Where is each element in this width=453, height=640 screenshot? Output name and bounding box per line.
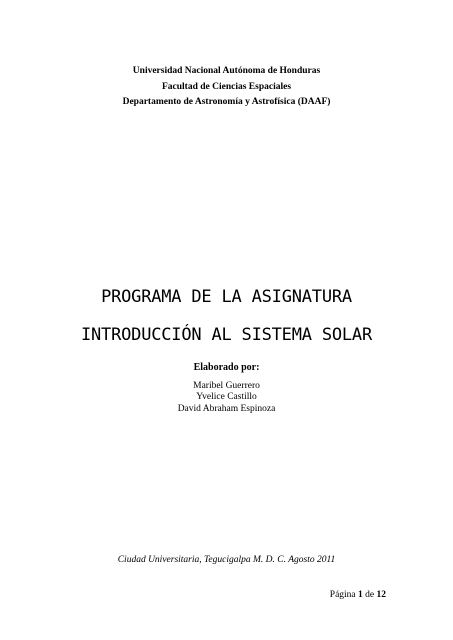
- document-title-line-1: PROGRAMA DE LA ASIGNATURA: [101, 287, 352, 307]
- authors-block: [0, 362, 453, 415]
- institution-header: [0, 64, 453, 111]
- authors-label: Elaborado por:: [193, 362, 260, 373]
- department-name: Departamento de Astronomía y Astrofísica (DAAF): [122, 97, 331, 107]
- author-name: Maribel Guerrero: [193, 380, 260, 391]
- current-page: 1: [358, 590, 363, 600]
- place-and-date: Ciudad Universitaria, Tegucigalpa M. D. C. Agosto 2011: [117, 555, 336, 565]
- university-name: Universidad Nacional Autónoma de Honduras: [132, 66, 321, 76]
- author-name: Yvelice Castillo: [196, 392, 257, 402]
- author-name: David Abraham Espinoza: [177, 403, 276, 414]
- of-word: de: [365, 590, 375, 600]
- total-pages: 12: [376, 590, 386, 600]
- page-word: Página: [329, 590, 356, 600]
- faculty-name: Facultad de Ciencias Espaciales: [161, 81, 292, 92]
- document-title-line-2: INTRODUCCIÓN AL SISTEMA SOLAR: [80, 325, 372, 345]
- page-number: [330, 590, 386, 600]
